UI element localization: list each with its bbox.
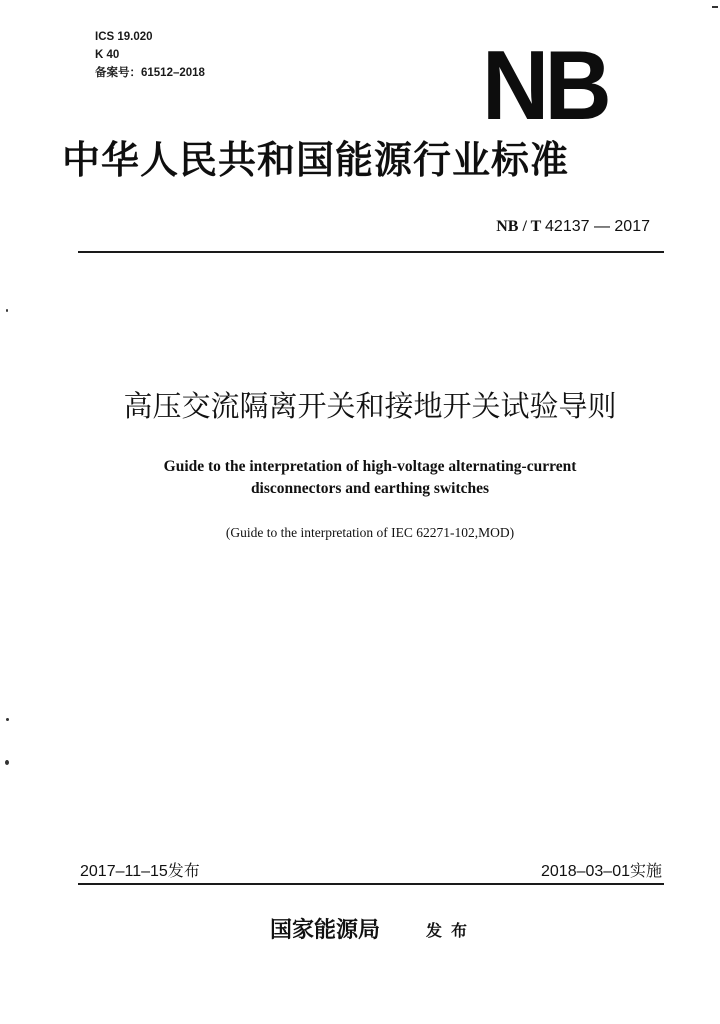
record-number: 备案号：61512–2018: [95, 67, 205, 79]
document-title-cn: 高压交流隔离开关和接地开关试验导则: [123, 389, 617, 423]
bottom-divider: [78, 883, 664, 885]
standard-number-value: 42137 — 2017: [545, 218, 650, 235]
scan-speck: [6, 718, 9, 721]
scan-speck: [5, 760, 9, 765]
classification-block: [95, 28, 205, 82]
standard-number: [496, 217, 650, 237]
document-subtitle: (Guide to the interpretation of IEC 62271-102,MOD): [225, 525, 515, 540]
standard-code: NB / T: [496, 218, 542, 235]
issue-label: 发布: [426, 921, 477, 940]
top-divider: [78, 251, 664, 253]
issuing-authority: 国家能源局: [270, 917, 381, 943]
title-en-line2: disconnectors and earthing switches: [250, 480, 490, 497]
title-en-line1: Guide to the interpretation of high-voltage alternating-current: [163, 458, 577, 475]
release-date: 2017–11–15发布: [80, 863, 200, 880]
nb-logo: NB: [482, 30, 607, 140]
implementation-date: 2018–03–01实施: [541, 863, 662, 880]
scan-speck: [6, 309, 8, 312]
ics-code: ICS 19.020: [95, 31, 153, 43]
document-title-en: [0, 456, 720, 500]
scan-speck: [712, 6, 718, 8]
ccs-code: K 40: [95, 49, 120, 61]
organization-title: 中华人民共和国能源行业标准: [62, 137, 570, 182]
